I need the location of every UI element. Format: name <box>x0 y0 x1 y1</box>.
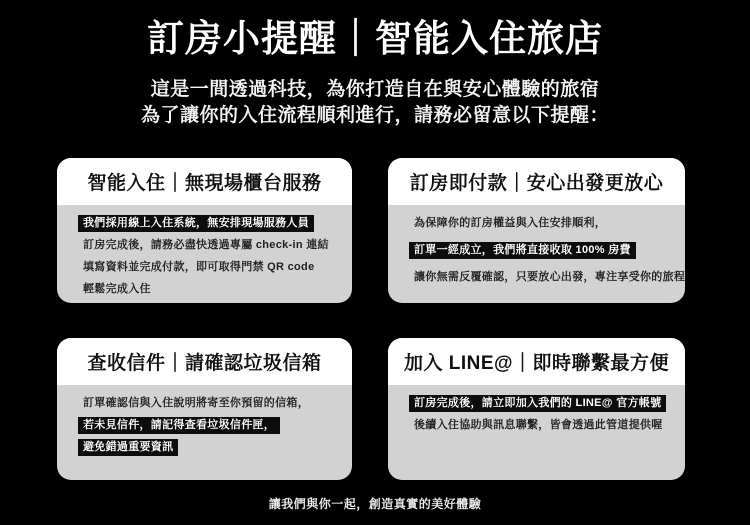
card-body <box>388 205 685 303</box>
card-smart-checkin <box>57 158 352 303</box>
card-text-line <box>414 392 675 414</box>
card-text-line: 填寫資料並完成付款，即可取得門禁 QR code <box>83 261 315 273</box>
card-body <box>57 385 352 480</box>
card-grid <box>57 158 685 480</box>
highlighted-text: 我們採用線上入住系統，無安排現場服務人員 <box>78 215 314 232</box>
card-title: 加入 LINE@｜即時聯繫最方便 <box>403 353 670 374</box>
card-text-line <box>414 237 675 264</box>
card-title: 訂房即付款｜安心出發更放心 <box>409 173 664 194</box>
card-email-check <box>57 338 352 480</box>
card-header <box>57 158 352 205</box>
card-body <box>57 205 352 303</box>
highlighted-text: 訂單一經成立，我們將直接收取 100% 房費 <box>409 242 636 259</box>
card-text-line: 訂房完成後，請務必盡快透過專屬 check-in 連結 <box>83 239 329 251</box>
card-header <box>388 338 685 385</box>
card-payment <box>388 158 685 303</box>
card-text-line <box>83 436 342 458</box>
card-header <box>388 158 685 205</box>
card-text-line: 讓你無需反覆確認，只要放心出發，專注享受你的旅程 <box>414 271 685 283</box>
card-header <box>57 338 352 385</box>
subtitle-line-1: 這是一間透過科技，為你打造自在與安心體驗的旅宿 <box>150 79 600 100</box>
card-body <box>388 385 685 480</box>
footer-tagline: 讓我們與你一起，創造真實的美好體驗 <box>268 497 482 511</box>
card-text-line <box>83 414 342 436</box>
page-title: 訂房小提醒｜智能入住旅店 <box>147 18 603 59</box>
card-text-line: 後續入住協助與訊息聯繫，皆會透過此管道提供喔 <box>414 419 663 431</box>
card-text-line: 輕鬆完成入住 <box>83 283 151 295</box>
card-line-contact <box>388 338 685 480</box>
highlighted-text: 訂房完成後，請立即加入我們的 LINE@ 官方帳號 <box>409 395 666 412</box>
card-text-line: 為保障你的訂房權益與入住安排順利， <box>414 217 607 229</box>
page-subtitle <box>0 77 750 129</box>
highlighted-text: 避免錯過重要資訊 <box>78 439 178 456</box>
highlighted-text: 若未見信件，請記得查看垃圾信件匣， <box>78 417 280 434</box>
card-title: 智能入住｜無現場櫃台服務 <box>87 173 322 194</box>
card-text-line: 訂單確認信與入住說明將寄至你預留的信箱， <box>83 397 309 409</box>
card-title: 查收信件｜請確認垃圾信箱 <box>87 353 322 374</box>
card-text-line <box>83 212 342 234</box>
subtitle-line-2: 為了讓你的入住流程順利進行，請務必留意以下提醒： <box>140 105 609 126</box>
